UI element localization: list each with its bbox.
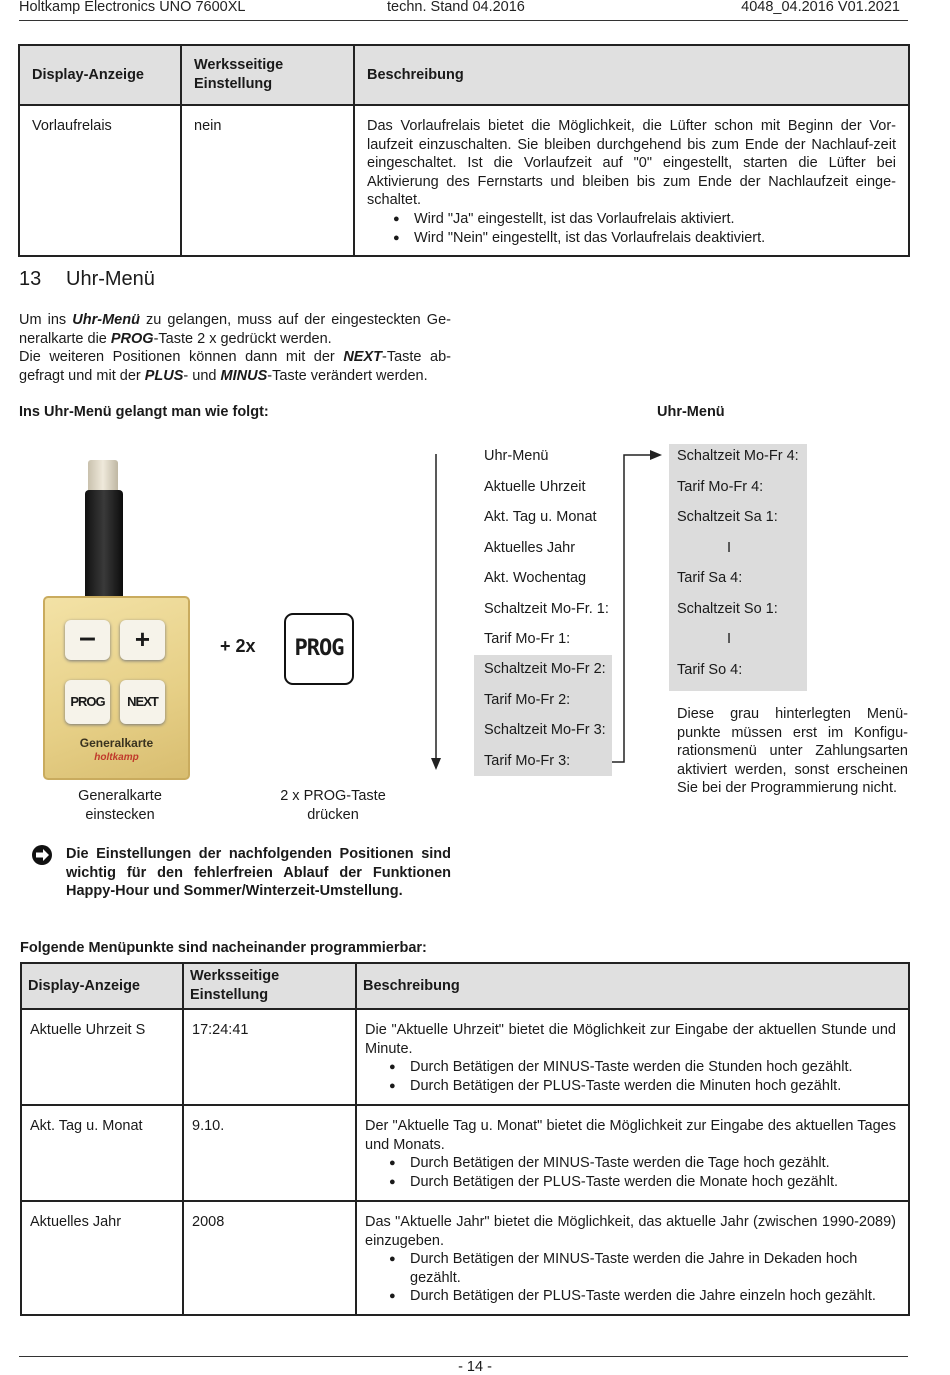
menu-item: Schaltzeit Mo-Fr 2:: [484, 661, 606, 677]
menu-item: Schaltzeit Mo-Fr 4:: [677, 448, 799, 464]
minus-key: –: [65, 620, 110, 660]
list-item: ● Durch Betätigen der PLUS-Taste werden die Minuten hoch gezählt.: [389, 1077, 896, 1096]
col-header-default: Werksseitige Einstellung: [181, 45, 354, 105]
section-title: Uhr-Menü: [66, 268, 155, 290]
list-item: ● Durch Betätigen der MINUS-Taste werden die Tage hoch gezählt.: [389, 1154, 896, 1173]
warning-text: Die Einstellungen der nachfolgenden Positionen sind wichtig für den fehlerfreien Ablauf der Funktionen Happy-Hour und Sommer/Winterzeit-Umstellung.: [66, 846, 451, 900]
menu-item: Schaltzeit Mo-Fr 3:: [484, 722, 606, 738]
footer-rule: [19, 1356, 908, 1357]
card-connector: [88, 460, 118, 494]
table-row: [21, 1009, 909, 1105]
how-to-heading: Ins Uhr-Menü gelangt man wie folgt:: [19, 404, 269, 420]
list-item: ● Durch Betätigen der PLUS-Taste werden die Jahre einzeln hoch gezählt.: [389, 1287, 896, 1306]
default-value: 9.10.: [192, 1118, 225, 1134]
grey-items-note: Diese grau hinterlegten Menü-punkte müssen erst im Konfigu-rationsmenü unter Zahlungsarten aktiviert werden, sonst erscheinen Sie bei der Programmierung nicht.: [677, 706, 908, 797]
table-row: [21, 1201, 909, 1315]
menu-item: Tarif Mo-Fr 4:: [677, 478, 764, 495]
arrow-right-icon: [31, 844, 53, 870]
plus-key: +: [120, 620, 165, 660]
list-item: ● Durch Betätigen der PLUS-Taste werden die Monate hoch gezählt.: [389, 1173, 896, 1192]
display-value: Aktuelles Jahr: [30, 1214, 122, 1230]
menu-item: I: [727, 539, 732, 556]
description-text: Das Vorlaufrelais bietet die Möglichkeit, die Lüfter schon mit Beginn der Vor-laufzeit einzuschalten. Sie bleiben durchgehend bis zum Ende der Nachlauf-zeit eingeschaltet. Ist die Vorlaufzeit auf "0" eingestellt, starten die Lüfter bei Aktivierung des Fernstarts und bleiben bis zum Ende der Nachlaufzeit einge-schaltet.: [367, 118, 896, 209]
page-number: - 14 -: [458, 1359, 492, 1375]
col-header-display: Display-Anzeige: [19, 45, 181, 105]
sequence-heading: Folgende Menüpunkte sind nacheinander programmierbar:: [20, 940, 427, 956]
menu-item: Aktuelles Jahr: [484, 539, 576, 556]
section-number: 13: [19, 268, 42, 290]
table-row: [21, 1105, 909, 1201]
card-body: [43, 596, 190, 780]
col-header-description: Beschreibung: [363, 977, 460, 994]
description-bullets: [365, 1154, 896, 1191]
description-text: Die "Aktuelle Uhrzeit" bietet die Möglichkeit zur Eingabe der aktuellen Stunde und Minute.: [365, 1022, 896, 1057]
description-bullets: [367, 210, 896, 247]
description-bullets: [365, 1250, 896, 1306]
col-header-description: Beschreibung: [354, 45, 909, 105]
list-item: ● Wird "Nein" eingestellt, ist das Vorlaufrelais deaktiviert.: [393, 229, 896, 248]
menu-item: Tarif Mo-Fr 2:: [484, 691, 571, 708]
default-value: 2008: [192, 1214, 225, 1230]
next-key: NEXT: [120, 680, 165, 724]
general-card-image: [28, 450, 198, 780]
settings-table-top: [18, 44, 910, 257]
intro-text: Um ins Uhr-Menü zu gelangen, muss auf der eingesteckten Ge-neralkarte die PROG-Taste 2 x gedrückt werden. Die weiteren Positionen können dann mit der NEXT-Taste ab-gefragt und mit der PLUS- und MINUS-Taste verändert werden.: [19, 312, 451, 384]
card-logo: holtkamp: [94, 752, 139, 763]
col-header-default: Werksseitige Einstellung: [190, 968, 280, 1003]
menu-heading: Uhr-Menü: [657, 404, 725, 420]
prog-caption: 2 x PROG-Taste drücken: [280, 788, 386, 823]
card-caption: Generalkarte einstecken: [78, 788, 162, 823]
default-value: 17:24:41: [192, 1022, 249, 1038]
header-product: Holtkamp Electronics UNO 7600XL: [19, 0, 246, 15]
table-header-row: [21, 963, 909, 1009]
header-revision: techn. Stand 04.2016: [387, 0, 525, 15]
times-label: + 2x: [220, 636, 256, 656]
header-rule: [19, 20, 908, 21]
card-label: Generalkarte: [79, 736, 154, 750]
description-text: Das "Aktuelle Jahr" bietet die Möglichkeit, das aktuelle Jahr (zwischen 1990-2089) einzugeben.: [365, 1214, 896, 1249]
menu-item: Schaltzeit Sa 1:: [677, 509, 778, 525]
display-value: Akt. Tag u. Monat: [30, 1118, 143, 1134]
menu-item: I: [727, 631, 732, 647]
header-doc-id: 4048_04.2016 V01.2021: [741, 0, 900, 15]
menu-item: Akt. Tag u. Monat: [484, 509, 597, 525]
prog-key-icon: PROG: [284, 613, 354, 685]
col-header-display: Display-Anzeige: [28, 977, 140, 994]
menu-item: Tarif Mo-Fr 3:: [484, 752, 571, 769]
default-value: nein: [194, 118, 222, 134]
display-value: Aktuelle Uhrzeit S: [30, 1022, 146, 1038]
menu-item: Uhr-Menü: [484, 448, 549, 464]
menu-item: Akt. Wochentag: [484, 570, 587, 586]
menu-item: Schaltzeit So 1:: [677, 600, 778, 617]
table-header-row: [19, 45, 909, 105]
description-text: Der "Aktuelle Tag u. Monat" bietet die Möglichkeit zur Eingabe des aktuellen Tages und Monats.: [365, 1118, 896, 1153]
list-item: ● Wird "Ja" eingestellt, ist das Vorlaufrelais aktiviert.: [393, 210, 896, 229]
settings-table-bottom: [20, 962, 910, 1316]
list-item: ● Durch Betätigen der MINUS-Taste werden die Stunden hoch gezählt.: [389, 1058, 896, 1077]
menu-item: Tarif So 4:: [677, 661, 743, 678]
table-row: [19, 105, 909, 256]
description-bullets: [365, 1058, 896, 1095]
menu-item: Schaltzeit Mo-Fr. 1:: [484, 600, 609, 617]
menu-item: Tarif Mo-Fr 1:: [484, 631, 571, 647]
list-item: ● Durch Betätigen der MINUS-Taste werden die Jahre in Dekaden hoch gezählt.: [389, 1250, 896, 1287]
menu-item: Tarif Sa 4:: [677, 570, 743, 586]
menu-item: Aktuelle Uhrzeit: [484, 478, 586, 495]
display-value: Vorlaufrelais: [32, 118, 112, 134]
page-header: [0, 0, 950, 19]
prog-key: PROG: [65, 680, 110, 724]
